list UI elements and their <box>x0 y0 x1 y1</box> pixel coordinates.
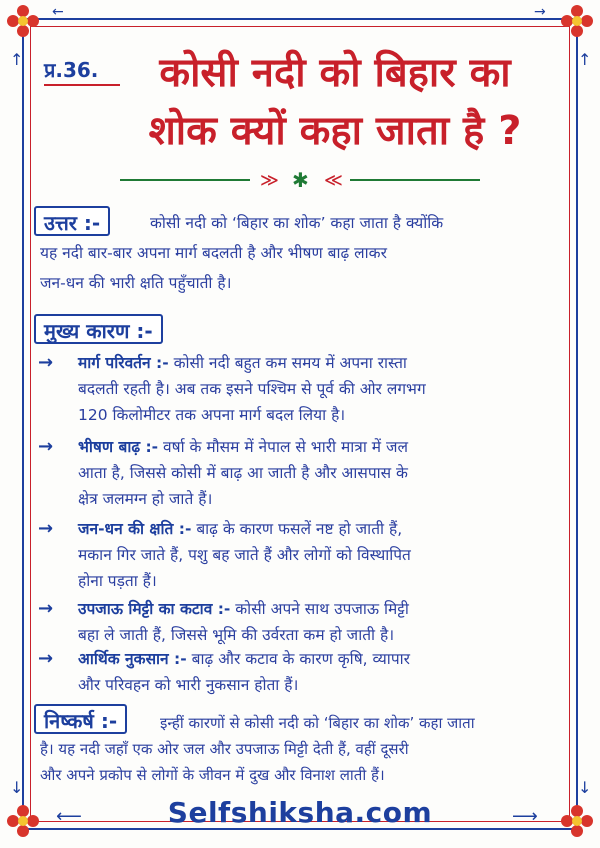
reason-item <box>38 434 558 512</box>
conclusion-line-1: इन्हीं कारणों से कोसी नदी को ‘बिहार का शोक’ कहा जाता <box>160 714 475 732</box>
arrow-right-icon: → <box>38 352 54 373</box>
answer-line-2: यह नदी बार-बार अपना मार्ग बदलती है और भीषण बाढ़ लाकर <box>40 244 387 262</box>
arrow-right-icon: → <box>38 436 54 457</box>
reason-head: उपजाऊ मिट्टी का कटाव :- <box>78 600 231 618</box>
reason-body <box>78 516 558 594</box>
reason-head: मार्ग परिवर्तन :- <box>78 354 169 372</box>
title-line-2: शोक क्यों कहा जाता है ? <box>148 108 522 154</box>
reason-item <box>38 646 558 698</box>
reason-text: होना पड़ता हैं। <box>78 572 157 590</box>
title-line-1: कोसी नदी को बिहार का <box>159 50 511 96</box>
reason-text: मकान गिर जाते हैं, पशु बह जाते हैं और लोगों को विस्थापित <box>78 546 411 564</box>
arrow-down-icon: ↓ <box>578 778 592 797</box>
reason-text: कोसी नदी बहुत कम समय में अपना रास्ता <box>173 354 407 372</box>
reason-text: आता है, जिससे कोसी में बाढ़ आ जाती है और आसपास के <box>78 464 408 482</box>
page-title <box>120 44 550 160</box>
leaf-ornament-icon <box>120 168 480 192</box>
conclusion-label: निष्कर्ष :- <box>34 704 127 734</box>
reason-text: बदलती रहती है। अब तक इसने पश्चिम से पूर्व की ओर लगभग <box>78 380 426 398</box>
reason-text: और परिवहन को भारी नुकसान होता हैं। <box>78 676 299 694</box>
corner-flower-icon <box>6 804 40 838</box>
reason-text: बाढ़ के कारण फसलें नष्ट हो जाती हैं, <box>196 520 403 538</box>
arrow-up-icon: ↑ <box>578 50 592 69</box>
reason-item <box>38 596 558 648</box>
site-brand[interactable]: Selfshiksha.com <box>167 796 433 829</box>
arrow-right-icon: → <box>534 4 546 20</box>
arrow-right-icon: → <box>38 518 54 539</box>
arrow-right-icon: → <box>38 648 54 669</box>
answer-label: उत्तर :- <box>34 206 110 236</box>
reason-body <box>78 434 558 512</box>
reason-text: बहा ले जाती हैं, जिससे भूमि की उर्वरता कम हो जाती है। <box>78 626 395 644</box>
reason-text: 120 किलोमीटर तक अपना मार्ग बदल लिया है। <box>78 406 346 424</box>
question-number-underline <box>44 84 120 86</box>
arrow-left-icon: ⟵ <box>56 806 82 827</box>
svg-text:✱: ✱ <box>292 168 309 192</box>
answer-line-3: जन-धन की भारी क्षति पहुँचाती है। <box>40 274 232 292</box>
reason-head: भीषण बाढ़ :- <box>78 438 159 456</box>
reason-text: बाढ़ और कटाव के कारण कृषि, व्यापार <box>191 650 410 668</box>
conclusion-line-3: और अपने प्रकोप से लोगों के जीवन में दुख और विनाश लाती हैं। <box>40 766 385 784</box>
conclusion-line-2: है। यह नदी जहाँ एक ओर जल और उपजाऊ मिट्टी देती हैं, वहीं दूसरी <box>40 740 409 758</box>
arrow-up-icon: ↑ <box>10 50 24 69</box>
reason-text: वर्षा के मौसम में नेपाल से भारी मात्रा में जल <box>163 438 408 456</box>
main-reasons-label: मुख्य कारण :- <box>34 314 163 344</box>
arrow-right-icon: → <box>38 598 54 619</box>
reason-head: आर्थिक नुकसान :- <box>78 650 187 668</box>
arrow-down-icon: ↓ <box>10 778 24 797</box>
reason-text: कोसी अपने साथ उपजाऊ मिट्टी <box>235 600 409 618</box>
corner-flower-icon <box>6 4 40 38</box>
arrow-right-icon: ⟶ <box>512 806 538 827</box>
question-number: प्र.36. <box>44 58 99 82</box>
reason-body <box>78 646 558 698</box>
reason-item <box>38 516 558 594</box>
answer-line-1: कोसी नदी को ‘बिहार का शोक’ कहा जाता है क्योंकि <box>150 214 444 232</box>
corner-flower-icon <box>560 4 594 38</box>
reason-item <box>38 350 558 428</box>
reason-head: जन-धन की क्षति :- <box>78 520 192 538</box>
arrow-left-icon: ← <box>52 4 64 20</box>
reason-text: क्षेत्र जलमग्न हो जाते हैं। <box>78 490 213 508</box>
reason-body <box>78 350 558 428</box>
svg-text:≪: ≪ <box>324 170 343 191</box>
svg-text:≫: ≫ <box>260 170 279 191</box>
reason-body <box>78 596 558 648</box>
corner-flower-icon <box>560 804 594 838</box>
